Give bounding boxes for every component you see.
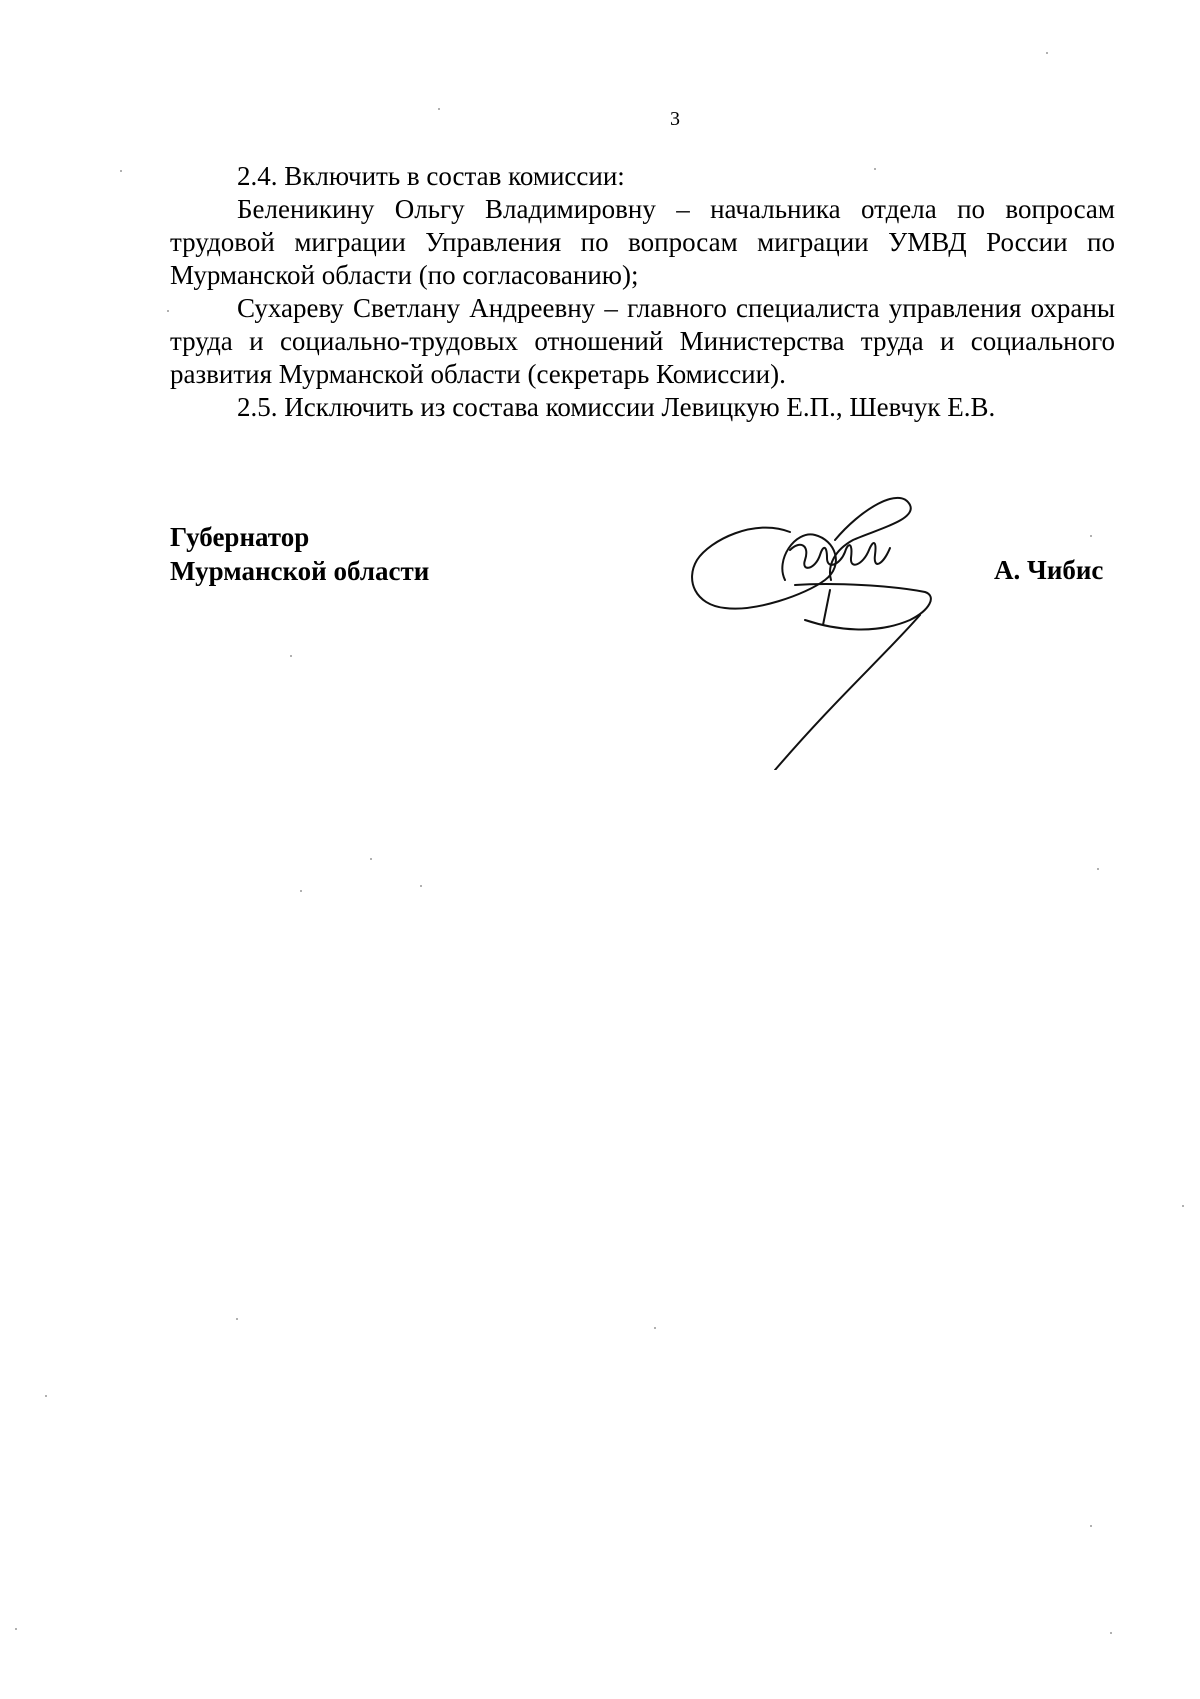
signature-crossbar — [795, 584, 931, 629]
scan-speck — [1182, 1205, 1184, 1207]
scan-speck — [654, 1327, 656, 1329]
page-number: 3 — [670, 108, 680, 130]
scan-speck — [1090, 535, 1092, 537]
paragraph-include-belenikina: Белeникину Ольгу Владимировну – начальника отдела по вопросам трудовой миграции Управления по вопросам миграции УМВД России по Мурманской области (по согласованию); — [170, 194, 1115, 290]
signature-big-loop — [692, 528, 836, 609]
scan-speck — [438, 108, 440, 110]
signatory-position-line2: Мурманской области — [170, 556, 430, 586]
paragraph-include-sukhareva: Сухареву Светлану Андреевну – главного специалиста управления охраны труда и социально-трудовых отношений Министерства труда и социального развития Мурманской области (секретарь Комиссии). — [170, 293, 1115, 389]
document-body — [170, 160, 1115, 424]
scan-speck — [300, 890, 302, 892]
scan-speck — [45, 1395, 47, 1397]
scan-speck — [420, 885, 422, 887]
signature-scribble — [790, 543, 890, 568]
scan-speck — [167, 310, 169, 312]
scan-speck — [1097, 868, 1099, 870]
signatory-position — [170, 520, 429, 588]
paragraph-2-5: 2.5. Исключить из состава комиссии Левицкую Е.П., Шевчук Е.В. — [237, 392, 996, 422]
scan-speck — [1110, 1632, 1112, 1634]
handwritten-signature — [685, 470, 955, 770]
scan-speck — [236, 1318, 238, 1320]
signer-name: А. Чибис — [994, 555, 1104, 585]
scan-speck — [15, 1628, 17, 1630]
scan-speck — [1046, 52, 1048, 54]
scan-speck — [874, 168, 876, 170]
signature-short-stroke — [823, 590, 830, 625]
scan-speck — [1090, 1525, 1092, 1527]
paragraph-2-4: 2.4. Включить в состав комиссии: — [237, 161, 625, 191]
scan-speck — [370, 858, 372, 860]
scan-speck — [290, 655, 292, 657]
signature-long-tail — [775, 615, 920, 770]
signatory-position-line1: Губернатор — [170, 522, 310, 552]
scan-speck — [120, 170, 122, 172]
signature-top-loop — [830, 498, 911, 580]
